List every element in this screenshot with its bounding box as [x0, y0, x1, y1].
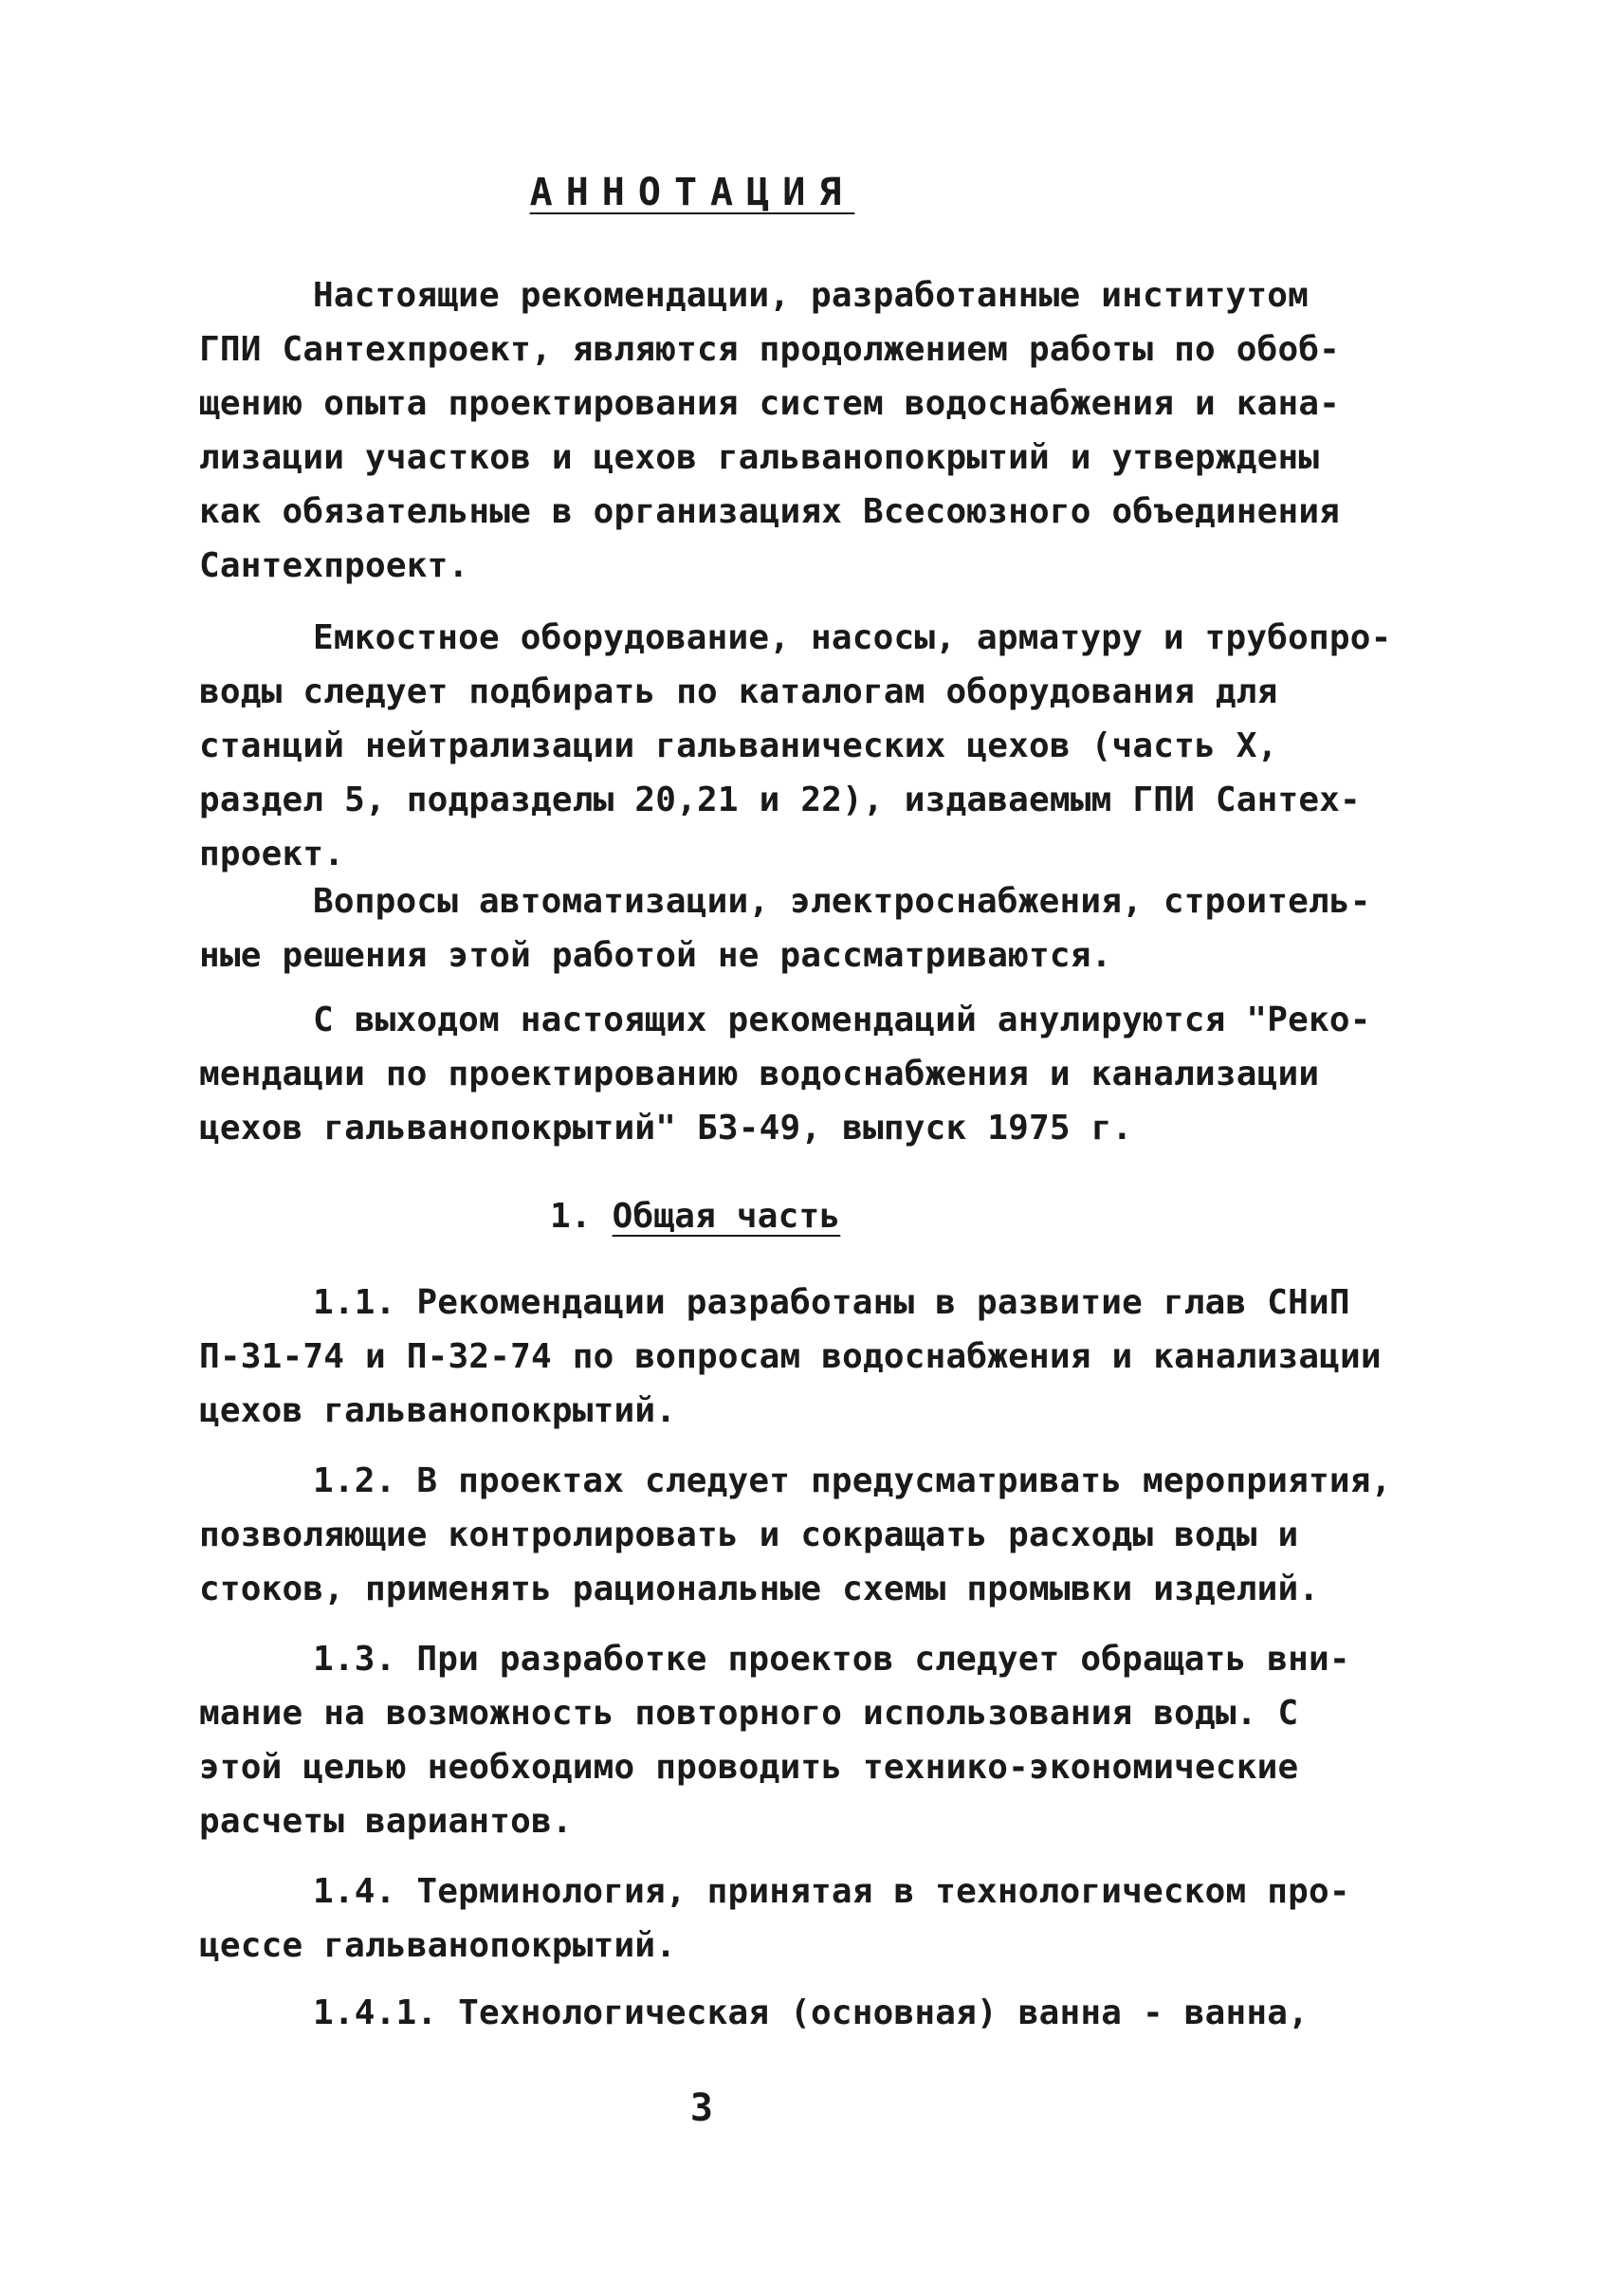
text-line: Вопросы автоматизации, электроснабжения, строитель-: [313, 882, 1371, 921]
text-line: 1.4.1. Технологическая (основная) ванна - ванна,: [313, 1993, 1309, 2032]
text-line: П-31-74 и П-32-74 по вопросам водоснабжения и канализации: [199, 1337, 1382, 1376]
text-line: Сантехпроект.: [199, 546, 469, 585]
text-line: ные решения этой работой не рассматриваются.: [199, 936, 1112, 975]
text-line: Емкостное оборудование, насосы, арматуру и трубопро-: [313, 618, 1392, 657]
text-line: Настоящие рекомендации, разработанные институтом: [313, 276, 1309, 315]
text-line: воды следует подбирать по каталогам оборудования для: [199, 672, 1278, 711]
text-line: раздел 5, подразделы 20,21 и 22), издаваемым ГПИ Сантех-: [199, 781, 1361, 819]
text-line: позволяющие контролировать и сокращать расходы воды и: [199, 1515, 1299, 1554]
text-line: цессе гальванопокрытий.: [199, 1926, 677, 1965]
text-line: цехов гальванопокрытий.: [199, 1391, 677, 1430]
text-line: ГПИ Сантехпроект, являются продолжением работы по обоб-: [199, 330, 1341, 369]
text-line: проект.: [199, 835, 345, 873]
text-line: стоков, применять рациональные схемы промывки изделий.: [199, 1570, 1320, 1608]
section-heading: [550, 1197, 840, 1236]
annotation-title: АННОТАЦИЯ: [529, 171, 855, 214]
text-line: мендации по проектированию водоснабжения и канализации: [199, 1055, 1320, 1093]
section-title: Общая часть: [612, 1197, 841, 1236]
text-line: расчеты вариантов.: [199, 1802, 573, 1841]
page-number: 3: [689, 2086, 714, 2130]
text-line: 1.3. При разработке проектов следует обращать вни-: [313, 1640, 1350, 1679]
text-line: 1.2. В проектах следует предусматривать мероприятия,: [313, 1461, 1392, 1500]
text-line: С выходом настоящих рекомендаций анулируются "Реко-: [313, 1001, 1371, 1039]
text-line: мание на возможность повторного использования воды. С: [199, 1694, 1299, 1733]
text-line: лизации участков и цехов гальванопокрытий и утверждены: [199, 438, 1320, 477]
text-line: этой целью необходимо проводить технико-экономические: [199, 1748, 1299, 1787]
text-line: станций нейтрализации гальванических цехов (часть Х,: [199, 726, 1278, 765]
section-number: 1.: [550, 1197, 592, 1236]
text-line: 1.4. Терминология, принятая в технологическом про-: [313, 1872, 1350, 1911]
text-line: 1.1. Рекомендации разработаны в развитие глав СНиП: [313, 1283, 1350, 1322]
text-line: цехов гальванопокрытий" Б3-49, выпуск 1975 г.: [199, 1109, 1133, 1148]
text-line: как обязательные в организациях Всесоюзного объединения: [199, 492, 1341, 531]
text-line: щению опыта проектирования систем водоснабжения и кана-: [199, 384, 1341, 423]
